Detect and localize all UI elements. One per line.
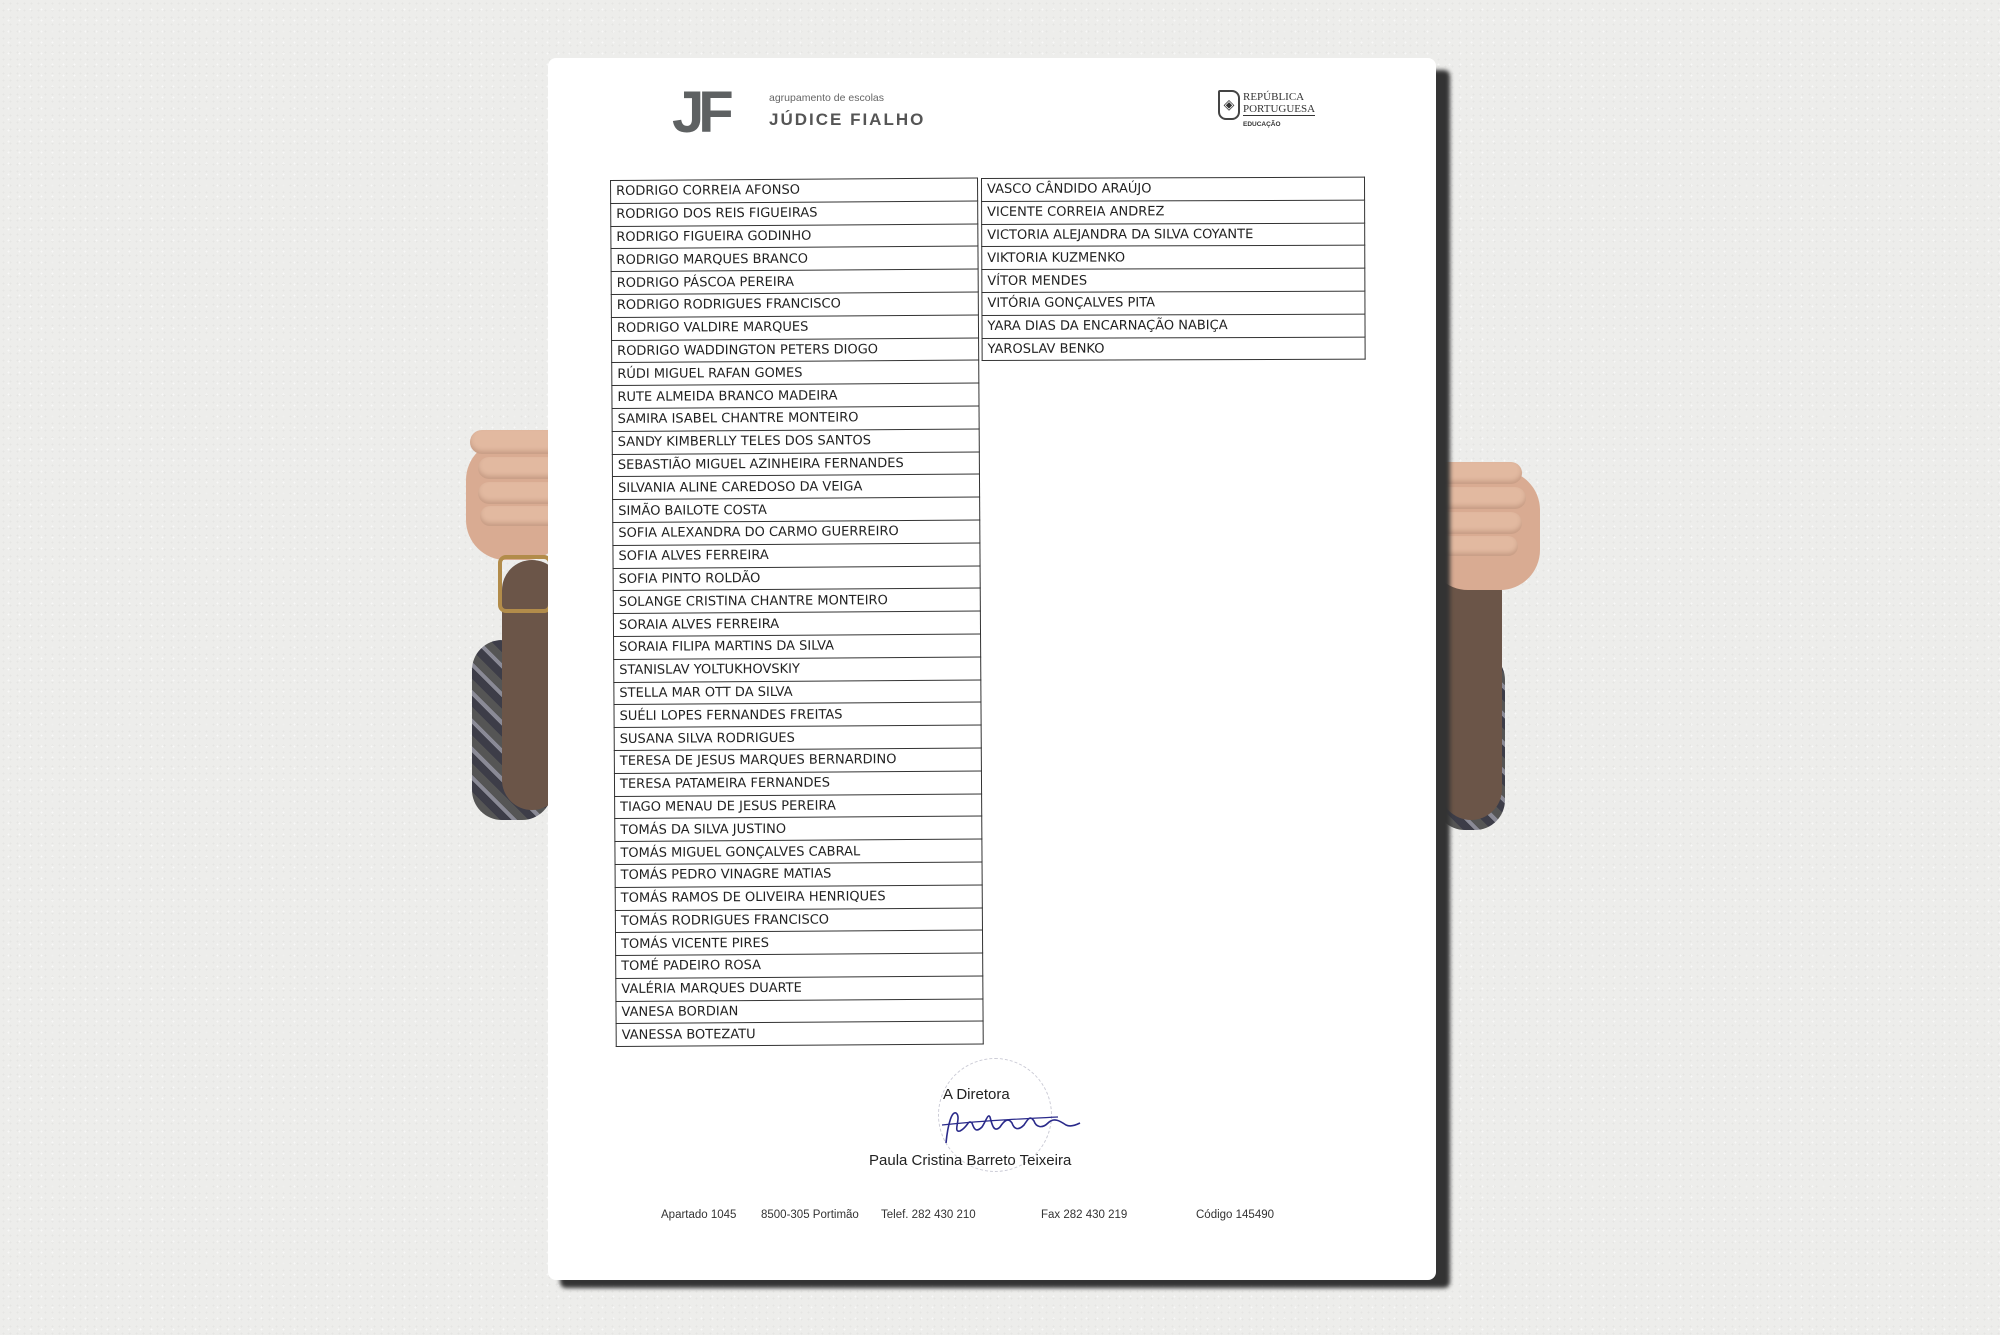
table-row (982, 314, 1365, 338)
student-name-cell: SORAIA ALVES FERREIRA (613, 611, 980, 636)
student-name-cell: RODRIGO MARQUES BRANCO (611, 246, 978, 271)
table-row (982, 177, 1365, 201)
student-name-cell: SANDY KIMBERLLY TELES DOS SANTOS (612, 429, 979, 454)
student-name-cell: SORAIA FILIPA MARTINS DA SILVA (614, 634, 981, 659)
student-name-cell: VICENTE CORREIA ANDREZ (982, 200, 1365, 224)
table-row (982, 337, 1365, 361)
student-name-cell: TOMÁS DA SILVA JUSTINO (615, 816, 982, 841)
footer-address: Apartado 1045 (661, 1209, 737, 1221)
student-name-cell: VALÉRIA MARQUES DUARTE (616, 976, 983, 1001)
table-row (611, 201, 978, 226)
table-row (614, 680, 981, 705)
table-row (614, 702, 981, 727)
student-name-cell: TERESA DE JESUS MARQUES BERNARDINO (614, 748, 981, 773)
footer-code: Código 145490 (1196, 1209, 1275, 1221)
student-name-cell: VANESSA BOTEZATU (616, 1022, 983, 1047)
table-row (611, 224, 978, 249)
table-row (613, 566, 980, 591)
table-row (982, 246, 1365, 270)
student-name-cell: SOLANGE CRISTINA CHANTRE MONTEIRO (613, 588, 980, 613)
republic-line-2: PORTUGUESA (1243, 103, 1316, 115)
table-row (616, 976, 983, 1001)
student-name-cell: VIKTORIA KUZMENKO (982, 246, 1365, 270)
student-name-cell: TERESA PATAMEIRA FERNANDES (614, 771, 981, 796)
handwritten-signature (938, 1103, 1088, 1153)
student-name-cell: SEBASTIÃO MIGUEL AZINHEIRA FERNANDES (612, 452, 979, 477)
table-row (613, 520, 980, 545)
table-row (612, 474, 979, 499)
student-name-cell: YARA DIAS DA ENCARNAÇÃO NABIÇA (982, 314, 1365, 338)
table-row (611, 269, 978, 294)
table-row (982, 223, 1365, 247)
table-row (612, 383, 979, 408)
student-name-cell: STANISLAV YOLTUKHOVSKIY (614, 657, 981, 682)
table-row (616, 1022, 983, 1047)
table-row (612, 360, 979, 385)
table-row (613, 497, 980, 522)
table-row (612, 406, 979, 431)
table-row (982, 291, 1365, 315)
table-row (615, 816, 982, 841)
names-table-left (610, 178, 984, 1048)
footer-phone: Telef. 282 430 210 (881, 1209, 976, 1221)
director-name: Paula Cristina Barreto Teixeira (869, 1152, 1072, 1169)
student-name-cell: SOFIA PINTO ROLDÃO (613, 566, 980, 591)
table-row (613, 588, 980, 613)
table-row (615, 862, 982, 887)
student-name-cell: VÍTOR MENDES (982, 268, 1365, 292)
student-name-cell: VASCO CÂNDIDO ARAÚJO (982, 177, 1365, 201)
table-row (611, 292, 978, 317)
table-row (616, 953, 983, 978)
table-row (614, 634, 981, 659)
student-name-cell: TOMÁS MIGUEL GONÇALVES CABRAL (615, 839, 982, 864)
table-row (982, 200, 1365, 224)
republic-line-1: REPÚBLICA (1243, 91, 1305, 103)
table-row (615, 839, 982, 864)
student-name-cell: SUSANA SILVA RODRIGUES (614, 725, 981, 750)
student-name-cell: RODRIGO WADDINGTON PETERS DIOGO (612, 338, 979, 363)
school-logo: JF (672, 80, 728, 145)
republic-logo-text (1243, 91, 1315, 116)
table-row (982, 268, 1365, 292)
student-name-cell: SAMIRA ISABEL CHANTRE MONTEIRO (612, 406, 979, 431)
table-row (614, 657, 981, 682)
student-name-cell: RODRIGO RODRIGUES FRANCISCO (611, 292, 978, 317)
student-name-cell: TOMÁS VICENTE PIRES (615, 930, 982, 955)
student-name-cell: SOFIA ALVES FERREIRA (613, 543, 980, 568)
student-name-cell: VICTORIA ALEJANDRA DA SILVA COYANTE (982, 223, 1365, 247)
table-row (613, 543, 980, 568)
school-logo-subtitle: agrupamento de escolas (769, 92, 884, 104)
footer-postal: 8500-305 Portimão (761, 1209, 859, 1221)
student-name-cell: RODRIGO CORREIA AFONSO (611, 178, 978, 203)
table-row (611, 315, 978, 340)
republic-department: EDUCAÇÃO (1243, 121, 1281, 128)
names-table-right (981, 177, 1366, 362)
student-name-cell: RODRIGO DOS REIS FIGUEIRAS (611, 201, 978, 226)
table-row (611, 178, 978, 203)
student-name-cell: SOFIA ALEXANDRA DO CARMO GUERREIRO (613, 520, 980, 545)
table-row (615, 930, 982, 955)
student-name-cell: SUÉLI LOPES FERNANDES FREITAS (614, 702, 981, 727)
republic-emblem-icon: ◈ (1218, 90, 1240, 120)
student-name-cell: YAROSLAV BENKO (982, 337, 1365, 361)
document-sheet (548, 58, 1436, 1280)
student-name-cell: TOMÉ PADEIRO ROSA (616, 953, 983, 978)
table-row (611, 246, 978, 271)
table-row (612, 452, 979, 477)
table-row (615, 908, 982, 933)
student-name-cell: RODRIGO VALDIRE MARQUES (611, 315, 978, 340)
student-name-cell: TIAGO MENAU DE JESUS PEREIRA (615, 794, 982, 819)
student-name-cell: TOMÁS RODRIGUES FRANCISCO (615, 908, 982, 933)
student-name-cell: VITÓRIA GONÇALVES PITA (982, 291, 1365, 315)
signature-role: A Diretora (943, 1086, 1010, 1103)
footer-fax: Fax 282 430 219 (1041, 1209, 1128, 1221)
table-row (614, 748, 981, 773)
table-row (614, 771, 981, 796)
student-name-cell: RODRIGO FIGUEIRA GODINHO (611, 224, 978, 249)
table-row (615, 794, 982, 819)
table-row (614, 725, 981, 750)
table-row (613, 611, 980, 636)
student-name-cell: STELLA MAR OTT DA SILVA (614, 680, 981, 705)
student-name-cell: RUTE ALMEIDA BRANCO MADEIRA (612, 383, 979, 408)
student-name-cell: RÚDI MIGUEL RAFAN GOMES (612, 360, 979, 385)
school-name: JÚDICE FIALHO (769, 110, 926, 129)
left-bracelet (498, 555, 552, 613)
student-name-cell: RODRIGO PÁSCOA PEREIRA (611, 269, 978, 294)
student-name-cell: SIMÃO BAILOTE COSTA (613, 497, 980, 522)
student-name-cell: SILVANIA ALINE CAREDOSO DA VEIGA (612, 474, 979, 499)
student-name-cell: TOMÁS PEDRO VINAGRE MATIAS (615, 862, 982, 887)
student-name-cell: TOMÁS RAMOS DE OLIVEIRA HENRIQUES (615, 885, 982, 910)
table-row (615, 885, 982, 910)
table-row (616, 999, 983, 1024)
table-row (612, 338, 979, 363)
student-name-cell: VANESA BORDIAN (616, 999, 983, 1024)
table-row (612, 429, 979, 454)
